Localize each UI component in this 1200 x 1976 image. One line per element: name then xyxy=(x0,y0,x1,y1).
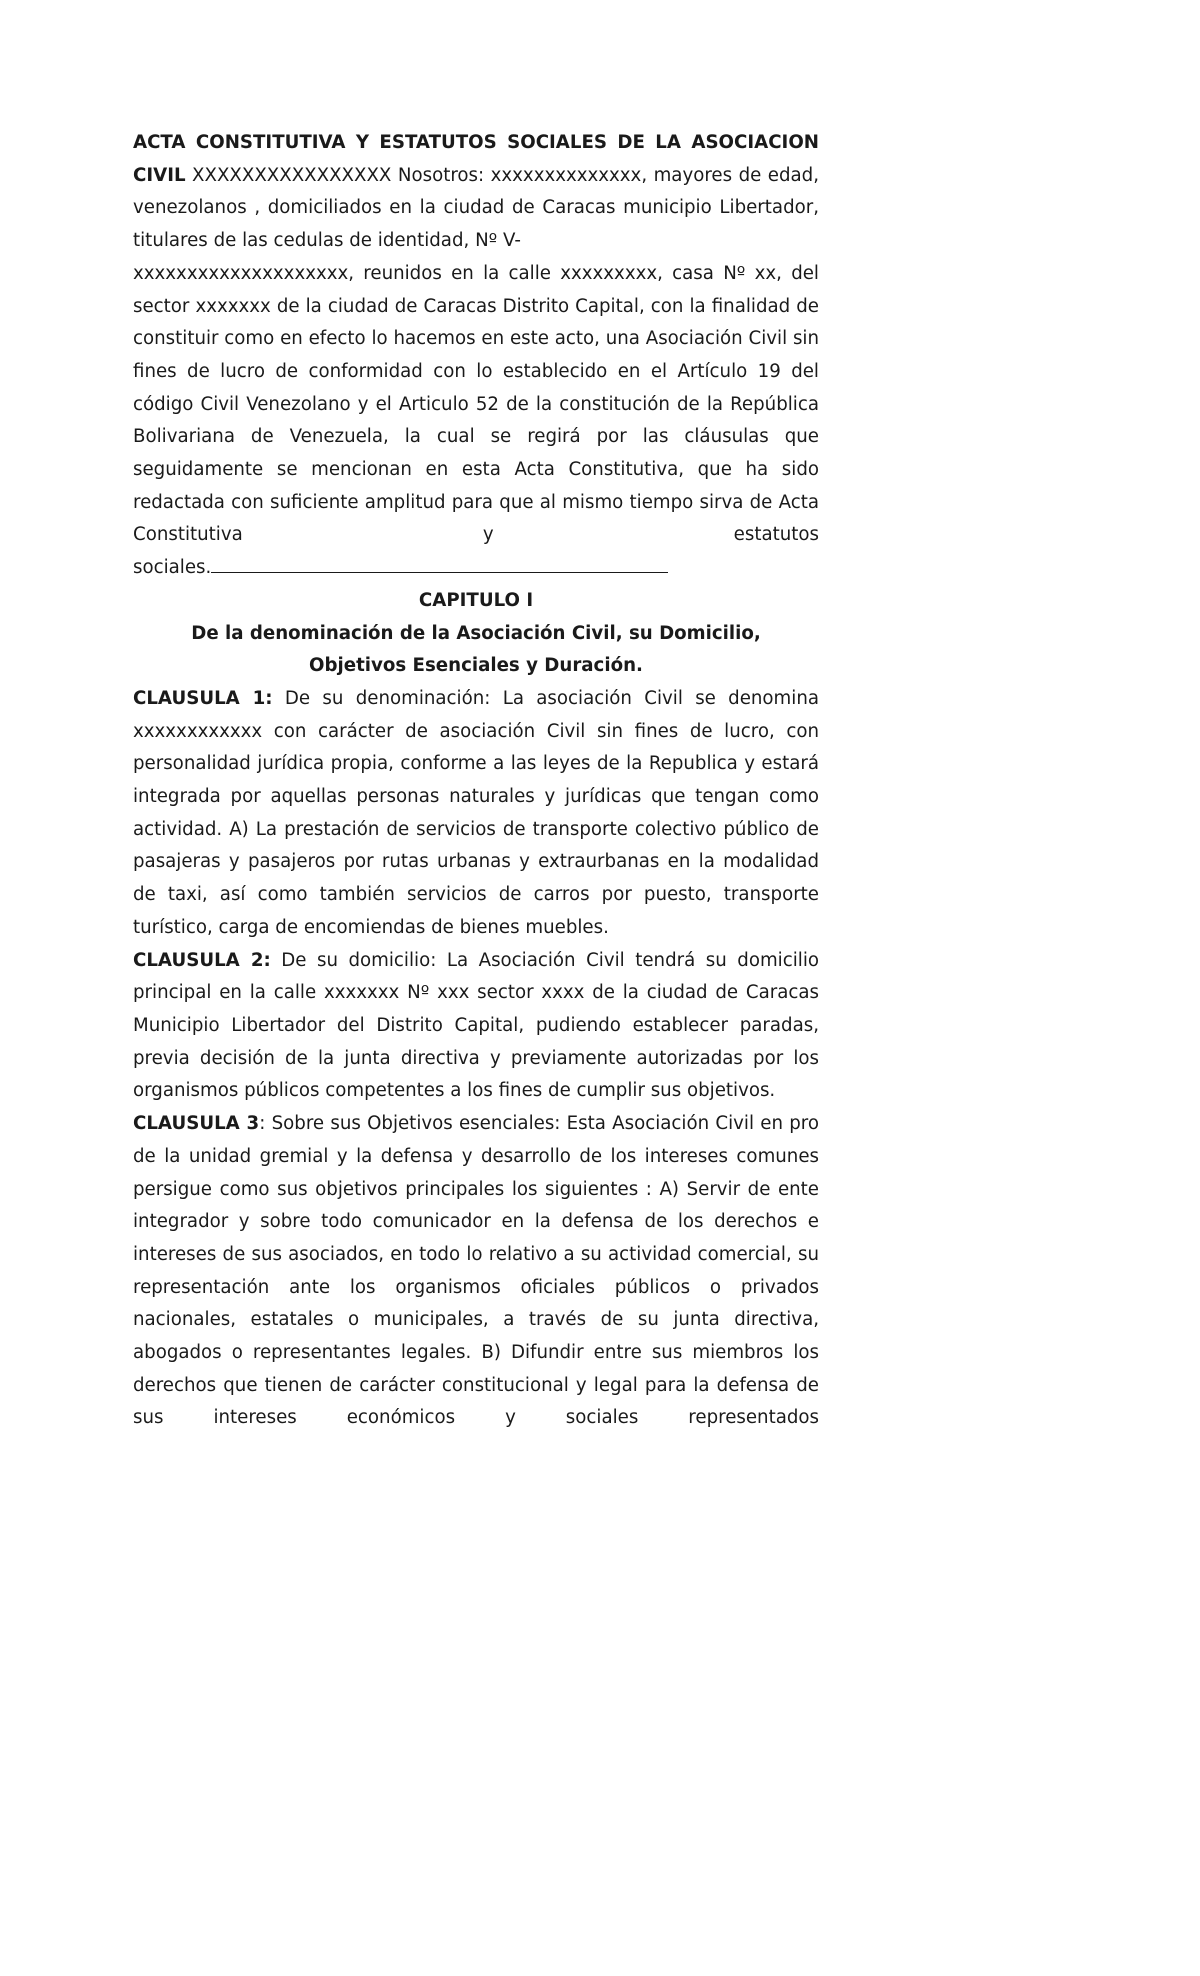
chapter-subtitle-line1: De la denominación de la Asociación Civil, su Domicilio, xyxy=(191,622,761,644)
clause-3-label: CLAUSULA 3 xyxy=(133,1113,260,1135)
clause-1 xyxy=(133,683,819,945)
clause-1-text: De su denominación: La asociación Civil se denomina xxxxxxxxxxxx con carácter de asociación Civil sin fines de lucro, con personalidad jurídica propia, conforme a las leyes de la Republica y estará integrada por aquellas personas naturales y jurídicas que tengan como actividad. A) La prestación de servicios de transporte colectivo público de pasajeras y pasajeros por rutas urbanas y extraurbanas en la modalidad de taxi, así como también servicios de carros por puesto, transporte turístico, carga de encomiendas de bienes muebles. xyxy=(133,687,820,938)
intro-paragraph-continued xyxy=(133,258,819,552)
intro-paragraph-end xyxy=(133,552,819,585)
signature-underline xyxy=(211,552,668,573)
chapter-title: CAPITULO I xyxy=(418,589,534,611)
document-title: ACTA CONSTITUTIVA Y ESTATUTOS SOCIALES DE LA ASOCIACION CIVIL xyxy=(133,132,819,186)
intro-text-part2: xxxxxxxxxxxxxxxxxxxx, reunidos en la calle xxxxxxxxx, casa Nº xx, del sector xxxxxxx de la ciudad de Caracas Distrito Capital, con la finalidad de constituir como en efecto lo hacemos en este acto, una Asociación Civil sin fines de lucro de conformidad con lo establecido en el Artículo 19 del código Civil Venezolano y el Articulo 52 de la constitución de la República Bolivariana de Venezuela, la cual se regirá por las cláusulas que seguidamente se mencionan en esta Acta Constitutiva, que ha sido redactada con suficiente amplitud para que al mismo tiempo sirva de Acta Constitutiva y estatutos xyxy=(133,262,819,546)
document-page xyxy=(133,127,819,1435)
clause-2-label: CLAUSULA 2: xyxy=(133,949,271,971)
intro-paragraph xyxy=(133,127,819,258)
intro-text-end: sociales. xyxy=(133,557,212,579)
intro-text-part1: XXXXXXXXXXXXXXXX Nosotros: xxxxxxxxxxxxxx, mayores de edad, venezolanos , domiciliados en la ciudad de Caracas municipio Libertador, titulares de las cedulas de identidad, Nº V- xyxy=(133,164,819,252)
clause-1-label: CLAUSULA 1: xyxy=(133,687,273,709)
clause-3 xyxy=(133,1108,819,1435)
clause-2-text: De su domicilio: La Asociación Civil tendrá su domicilio principal en la calle xxxxxxx Nº xxx sector xxxx de la ciudad de Caracas Municipio Libertador del Distrito Capital, pudiendo establecer paradas, previa decisión de la junta directiva y previamente autorizadas por los organismos públicos competentes a los fines de cumplir sus objetivos. xyxy=(133,949,819,1102)
clause-2 xyxy=(133,945,819,1109)
clause-3-text: : Sobre sus Objetivos esenciales: Esta Asociación Civil en pro de la unidad gremial y la defensa y desarrollo de los intereses comunes persigue como sus objetivos principales los siguientes : A) Servir de ente integrador y sobre todo comunicador en la defensa de los derechos e intereses de sus asociados, en todo lo relativo a su actividad comercial, su representación ante los organismos oficiales públicos o privados nacionales, estatales o municipales, a través de su junta directiva, abogados o representantes legales. B) Difundir entre sus miembros los derechos que tienen de carácter constitucional y legal para la defensa de sus intereses económicos y sociales representados xyxy=(133,1113,819,1429)
chapter-subtitle-line2: Objetivos Esenciales y Duración. xyxy=(309,655,643,677)
